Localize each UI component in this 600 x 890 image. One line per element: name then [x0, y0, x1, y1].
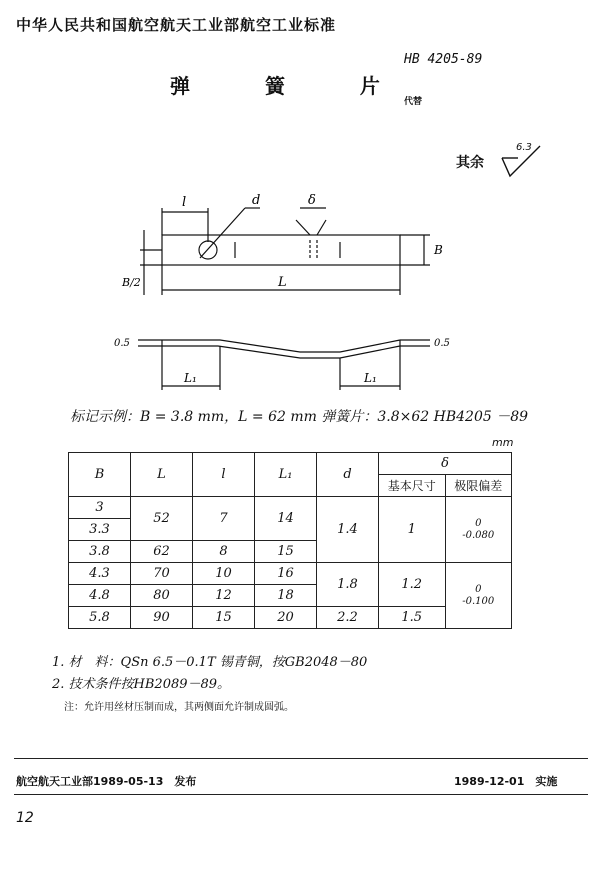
replaces-label: 代替 [404, 97, 423, 107]
cell-L1: 15 [255, 541, 317, 563]
label-l: l [182, 195, 187, 210]
cell-L: 80 [131, 585, 193, 607]
cell-basic: 1 [379, 497, 446, 563]
tol-lower: -0.080 [462, 529, 495, 541]
page-title: 弹 簧 片 [170, 74, 414, 98]
note-material: 1. 材 料：QSn 6.5－0.1T 锡青铜，按GB2048－80 [52, 655, 368, 670]
issue-date: 航空航天工业部1989-05-13 发布 [16, 775, 197, 788]
col-d: d [317, 453, 379, 497]
label-L1-left: L₁ [184, 371, 197, 385]
cell-tol [445, 563, 512, 629]
cell-B: 5.8 [69, 607, 131, 629]
label-B-half: B/2 [122, 276, 141, 289]
marking-example: 标记示例：B = 3.8 mm，L = 62 mm 弹簧片：3.8×62 HB4205 －89 [70, 409, 529, 425]
notes-block [52, 652, 367, 696]
strip-top-view [162, 235, 400, 265]
cell-B: 4.3 [69, 563, 131, 585]
cell-L: 90 [131, 607, 193, 629]
roughness-symbol-icon [500, 144, 544, 180]
cell-l: 8 [193, 541, 255, 563]
cell-d: 1.4 [317, 497, 379, 563]
cell-B: 3.8 [69, 541, 131, 563]
tol-lower: -0.100 [462, 595, 495, 607]
table-row [69, 497, 512, 519]
col-tol: 极限偏差 [445, 475, 512, 497]
tol-upper: 0 [475, 583, 482, 595]
strip-side-bottom [162, 346, 400, 358]
cell-basic: 1.5 [379, 607, 446, 629]
org-header: 中华人民共和国航空航天工业部航空工业标准 [16, 16, 337, 34]
cell-d: 2.2 [317, 607, 379, 629]
cell-l: 10 [193, 563, 255, 585]
part-drawing [100, 190, 460, 400]
col-B: B [69, 453, 131, 497]
page-number: 12 [16, 810, 34, 826]
col-delta: δ [379, 453, 512, 475]
cell-l: 15 [193, 607, 255, 629]
footer-rule-top [14, 758, 588, 759]
cell-L: 70 [131, 563, 193, 585]
cell-L1: 20 [255, 607, 317, 629]
cell-B: 3 [69, 497, 131, 519]
table-row [69, 563, 512, 585]
cell-B: 3.3 [69, 519, 131, 541]
footer-rule-bottom [14, 794, 588, 795]
cell-L: 52 [131, 497, 193, 541]
label-delta: δ [308, 193, 316, 208]
col-L: L [131, 453, 193, 497]
label-L: L [278, 275, 287, 290]
cell-B: 4.8 [69, 585, 131, 607]
label-B: B [434, 243, 443, 257]
col-L1: L₁ [255, 453, 317, 497]
cell-tol [445, 497, 512, 563]
cell-d: 1.8 [317, 563, 379, 607]
label-thickness-right: 0.5 [434, 338, 450, 349]
tol-upper: 0 [475, 517, 482, 529]
cell-l: 7 [193, 497, 255, 541]
effective-date: 1989-12-01 实施 [454, 775, 558, 788]
col-basic: 基本尺寸 [379, 475, 446, 497]
col-l: l [193, 453, 255, 497]
cell-basic: 1.2 [379, 563, 446, 607]
spec-table [68, 452, 512, 629]
standard-number: HB 4205-89 [404, 52, 483, 67]
table-header-row [69, 453, 512, 475]
unit-label: mm [492, 436, 514, 449]
note-tech-conditions: 2. 技术条件按HB2089－89。 [52, 677, 231, 692]
cell-l: 12 [193, 585, 255, 607]
cell-L: 62 [131, 541, 193, 563]
roughness-value: 6.3 [516, 142, 532, 153]
label-thickness-left: 0.5 [114, 338, 130, 349]
cell-L1: 16 [255, 563, 317, 585]
note-remark: 注：允许用丝材压制而成，其两侧面允许制成圆弧。 [64, 702, 294, 713]
label-L1-right: L₁ [364, 371, 377, 385]
cell-L1: 18 [255, 585, 317, 607]
label-d: d [252, 193, 261, 208]
cell-L1: 14 [255, 497, 317, 541]
roughness-label: 其余 [456, 155, 484, 171]
